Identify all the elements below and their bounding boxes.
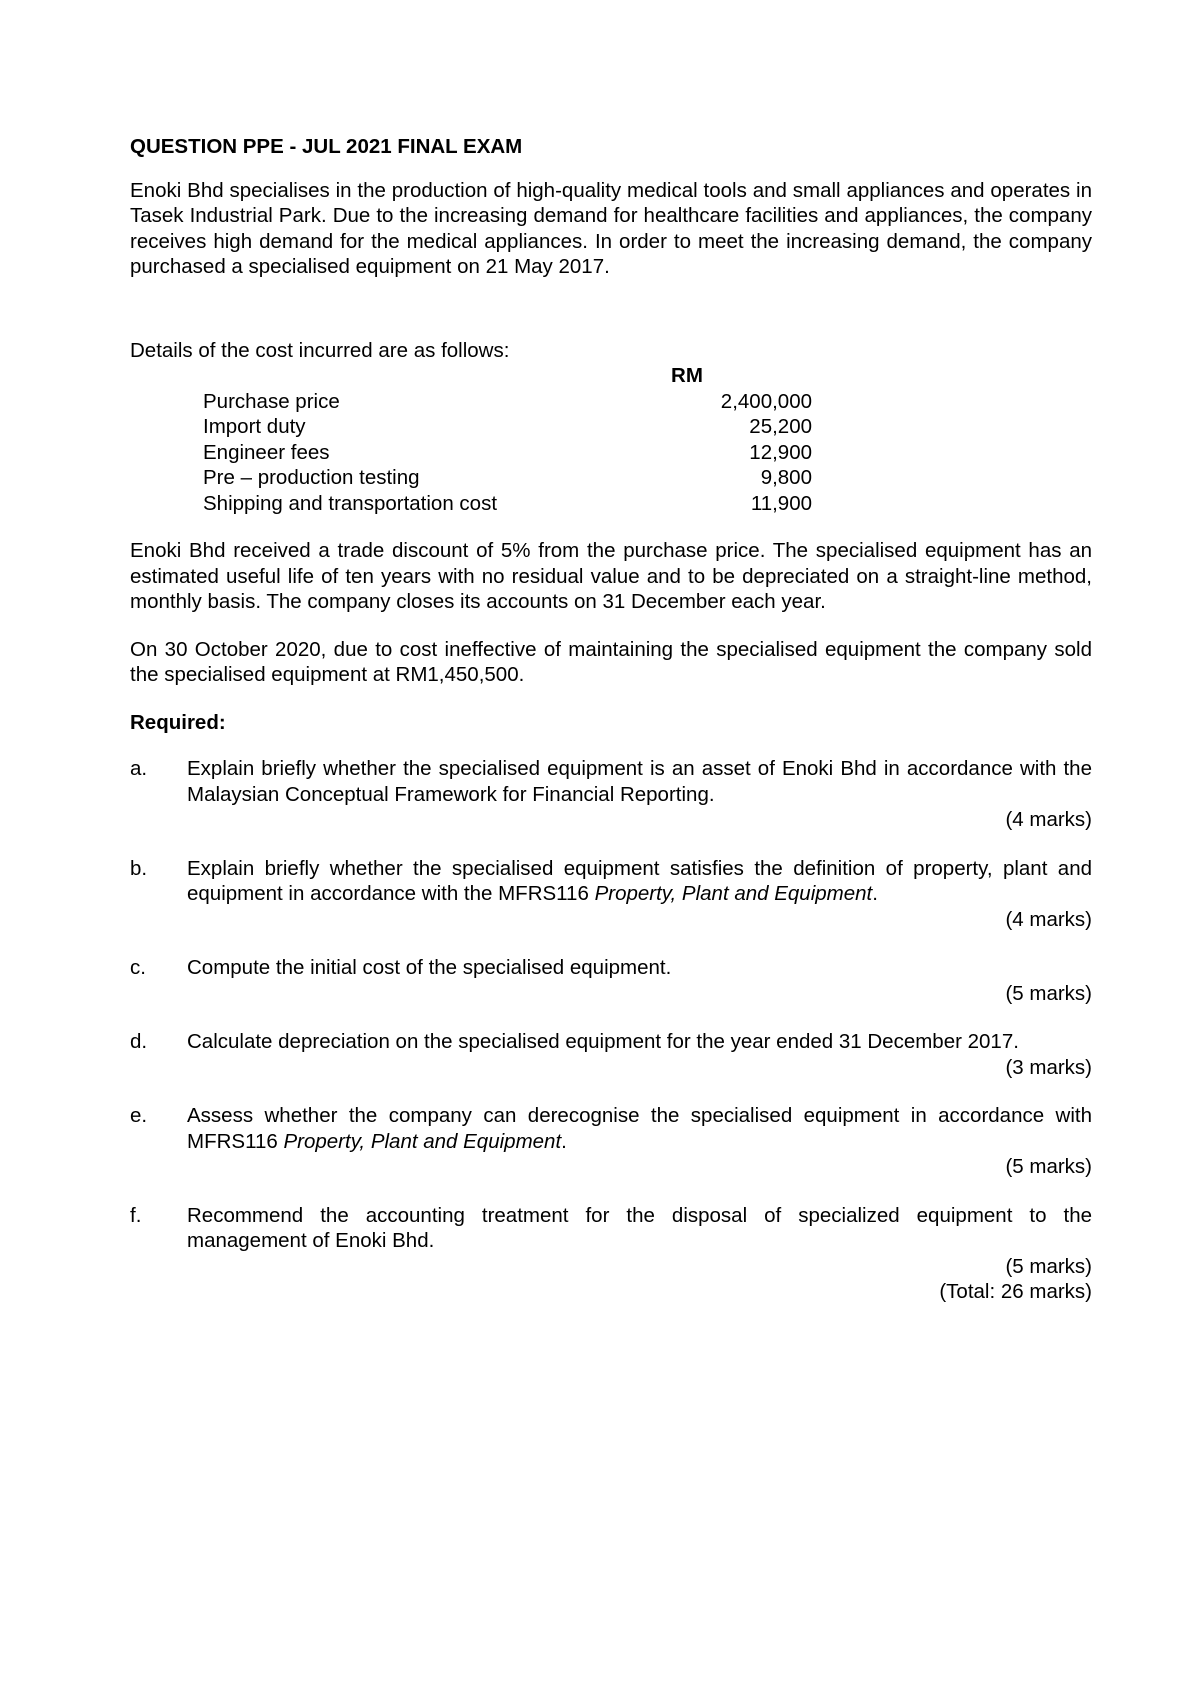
question-text: Compute the initial cost of the specialised equipment. — [187, 956, 672, 979]
discount-paragraph: Enoki Bhd received a trade discount of 5% from the purchase price. The specialised equipment has an estimated useful life of ten years with no residual value and to be depreciated on a straight-line method, monthly basis. The company closes its accounts on 31 December each year. — [130, 539, 1092, 613]
question-text-end: . — [561, 1129, 567, 1153]
required-heading: Required: — [130, 710, 226, 734]
details-intro: Details of the cost incurred are as follows: — [130, 338, 510, 362]
question-marks: (5 marks) — [1005, 981, 1092, 1005]
question-marks: (4 marks) — [1005, 907, 1092, 931]
question-title: QUESTION PPE - JUL 2021 FINAL EXAM — [130, 135, 523, 158]
question-letter: c. — [130, 956, 146, 979]
question-marks: (5 marks) — [1005, 1155, 1092, 1178]
question-text: Recommend the accounting treatment for the disposal of specialized equipment to the management of Enoki Bhd. — [187, 1203, 1092, 1252]
cost-table-header — [130, 363, 1092, 389]
cost-amount: 25,200 — [749, 415, 812, 438]
cost-item: Import duty — [203, 415, 306, 438]
question-item-f — [130, 1203, 1092, 1280]
cost-row — [130, 389, 1092, 415]
cost-row — [130, 440, 1092, 466]
question-item-a — [130, 756, 1092, 833]
question-text-end: . — [872, 882, 878, 905]
standard-name: Property, Plant and Equipment — [283, 1129, 562, 1153]
total-marks: (Total: 26 marks) — [939, 1280, 1092, 1303]
question-text — [187, 856, 1092, 907]
question-letter: f. — [130, 1203, 142, 1227]
cost-amount: 2,400,000 — [720, 389, 812, 413]
cost-table — [130, 363, 1092, 516]
cost-row — [130, 465, 1092, 491]
cost-item: Purchase price — [203, 389, 340, 413]
question-letter: d. — [130, 1030, 148, 1053]
cost-row — [130, 491, 1092, 517]
exam-page — [130, 134, 1092, 1305]
question-item-c — [130, 955, 1092, 1006]
cost-item: Shipping and transportation cost — [203, 491, 498, 515]
cost-row — [130, 414, 1092, 440]
question-marks: (3 marks) — [1005, 1055, 1092, 1079]
question-text-start: Assess whether the company can derecognise the specialised equipment in accordance with MFRS116 — [187, 1104, 1092, 1153]
cost-amount: 9,800 — [760, 466, 812, 489]
question-text: Calculate depreciation on the specialised equipment for the year ended 31 December 2017. — [187, 1030, 1019, 1053]
question-letter: b. — [130, 856, 148, 880]
question-letter: e. — [130, 1104, 148, 1127]
disposal-paragraph: On 30 October 2020, due to cost ineffective of maintaining the specialised equipment the company sold the specialised equipment at RM1,450,500. — [130, 637, 1092, 686]
cost-item: Engineer fees — [203, 440, 330, 464]
question-marks: (5 marks) — [1005, 1254, 1092, 1278]
question-item-e — [130, 1103, 1092, 1180]
intro-paragraph: Enoki Bhd specialises in the production of high-quality medical tools and small appliances and operates in Tasek Industrial Park. Due to the increasing demand for healthcare facilities and appliances, the company receives high demand for the medical appliances. In order to meet the increasing demand, the company purchased a specialised equipment on 21 May 2017. — [130, 178, 1092, 278]
cost-item: Pre – production testing — [203, 466, 420, 489]
question-item-d — [130, 1029, 1092, 1080]
question-text — [187, 1103, 1092, 1154]
question-marks: (4 marks) — [1005, 808, 1092, 831]
standard-name: Property, Plant and Equipment — [594, 882, 873, 905]
question-text: Explain briefly whether the specialised equipment is an asset of Enoki Bhd in accordance with the Malaysian Conceptual Framework for Financial Reporting. — [187, 757, 1092, 806]
cost-amount: 12,900 — [749, 440, 812, 464]
currency-header: RM — [671, 364, 703, 387]
cost-amount: 11,900 — [750, 491, 812, 515]
question-item-b — [130, 856, 1092, 933]
question-letter: a. — [130, 757, 148, 780]
question-text-start: Explain briefly whether the specialised equipment satisfies the definition of property, plant and equipment in accordance with the MFRS116 — [187, 856, 1092, 905]
